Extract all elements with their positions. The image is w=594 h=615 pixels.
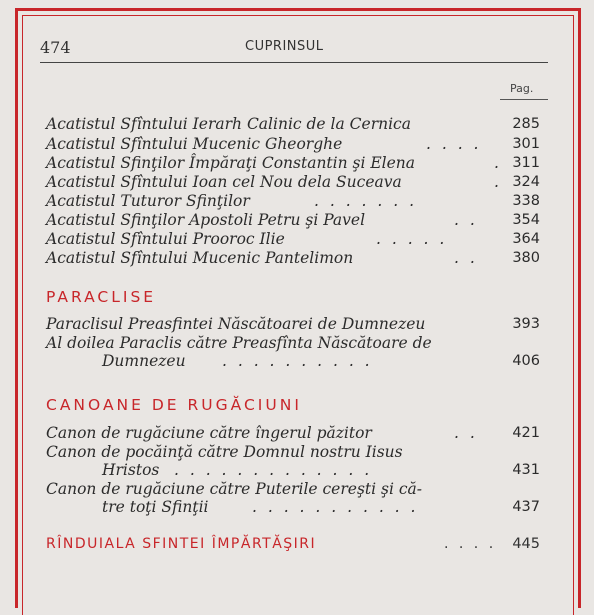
entry-dots: . . . . . bbox=[376, 230, 448, 248]
toc-entry bbox=[46, 114, 546, 134]
toc-entry-final bbox=[46, 536, 546, 558]
entry-dots: . . . . . . . . . . bbox=[222, 352, 373, 370]
toc-entry bbox=[46, 314, 546, 334]
entry-title-cont: Dumnezeu bbox=[102, 352, 186, 370]
entry-page: 437 bbox=[512, 499, 540, 515]
toc-entry-continued bbox=[46, 351, 546, 371]
entry-page: 364 bbox=[512, 231, 540, 247]
toc-entry bbox=[46, 423, 546, 443]
entry-page: 338 bbox=[512, 193, 540, 209]
entry-title: Canon de pocăinţă către Domnul nostru Iisus bbox=[46, 443, 403, 461]
toc-entry bbox=[46, 248, 546, 268]
entry-title: Acatistul Sfîntului Prooroc Ilie bbox=[46, 230, 285, 248]
entry-page: 406 bbox=[512, 353, 540, 369]
entry-title: Acatistul Sfinţilor Împăraţi Constantin şi Elena bbox=[46, 154, 416, 172]
entry-page: 354 bbox=[512, 212, 540, 228]
entry-dots: . . bbox=[454, 424, 478, 442]
header-rule bbox=[40, 62, 548, 63]
entry-dots: . . bbox=[454, 211, 478, 229]
entry-title: Acatistul Sfîntului Ioan cel Nou dela Suceava bbox=[46, 173, 402, 191]
toc-entry bbox=[46, 479, 546, 499]
entry-title: Acatistul Sfinţilor Apostoli Petru şi Pavel bbox=[46, 211, 366, 229]
entry-page: 311 bbox=[512, 155, 540, 171]
toc-entry bbox=[46, 172, 546, 192]
running-title: CUPRINSUL bbox=[245, 39, 324, 54]
pag-column-label: Pag. bbox=[510, 82, 534, 95]
toc-entry bbox=[46, 134, 546, 154]
entry-page: 324 bbox=[512, 174, 540, 190]
entry-dots: . . . . . . . . . . . . . bbox=[174, 461, 373, 479]
entry-page: 393 bbox=[512, 316, 540, 332]
entry-dots: . bbox=[494, 173, 502, 191]
toc-entry bbox=[46, 229, 546, 249]
page-header bbox=[40, 38, 554, 60]
toc-entry-continued bbox=[46, 460, 546, 480]
toc-entry bbox=[46, 442, 546, 462]
entry-dots: . . . . bbox=[426, 135, 482, 153]
entry-dots: . bbox=[494, 154, 502, 172]
entry-title: Canon de rugăciune către îngerul păzitor bbox=[46, 424, 372, 442]
entry-title-cont: tre toţi Sfinţii bbox=[102, 498, 209, 516]
section-heading-canoane: CANOANE DE RUGĂCIUNI bbox=[46, 396, 302, 414]
entry-title: Acatistul Sfîntului Ierarh Calinic de la Cernica bbox=[46, 115, 411, 133]
entry-page: 431 bbox=[512, 462, 540, 478]
entry-title: Acatistul Sfîntului Mucenic Pantelimon bbox=[46, 249, 354, 267]
entry-title: Canon de rugăciune către Puterile cereşti şi că- bbox=[46, 480, 423, 498]
final-title: RÎNDUIALA SFINTEI ÎMPĂRTĂŞIRI bbox=[46, 536, 317, 552]
entry-title: Acatistul Tuturor Sfinţilor bbox=[46, 192, 250, 210]
toc-entry bbox=[46, 191, 546, 211]
entry-title-cont: Hristos bbox=[102, 461, 160, 479]
entry-page: 285 bbox=[512, 116, 540, 132]
entry-page: 301 bbox=[512, 136, 540, 152]
toc-entry bbox=[46, 210, 546, 230]
entry-page: 421 bbox=[512, 425, 540, 441]
entry-dots: . . . . . . . bbox=[314, 192, 418, 210]
entry-dots: . . bbox=[454, 249, 478, 267]
toc-entry bbox=[46, 333, 546, 353]
entry-dots: . . . . bbox=[444, 536, 497, 552]
section-heading-paraclise: PARACLISE bbox=[46, 288, 157, 306]
entry-page: 445 bbox=[512, 536, 540, 552]
entry-dots: . . . . . . . . . . . bbox=[252, 498, 419, 516]
entry-title: Paraclisul Preasfintei Născătoarei de Dumnezeu bbox=[46, 315, 426, 333]
page-number: 474 bbox=[40, 38, 71, 57]
toc-entry-continued bbox=[46, 497, 546, 517]
toc-entry bbox=[46, 153, 546, 173]
entry-page: 380 bbox=[512, 250, 540, 266]
entry-title: Acatistul Sfîntului Mucenic Gheorghe bbox=[46, 135, 343, 153]
pag-rule bbox=[500, 99, 548, 100]
entry-title: Al doilea Paraclis către Preasfînta Născătoare de bbox=[46, 334, 432, 352]
